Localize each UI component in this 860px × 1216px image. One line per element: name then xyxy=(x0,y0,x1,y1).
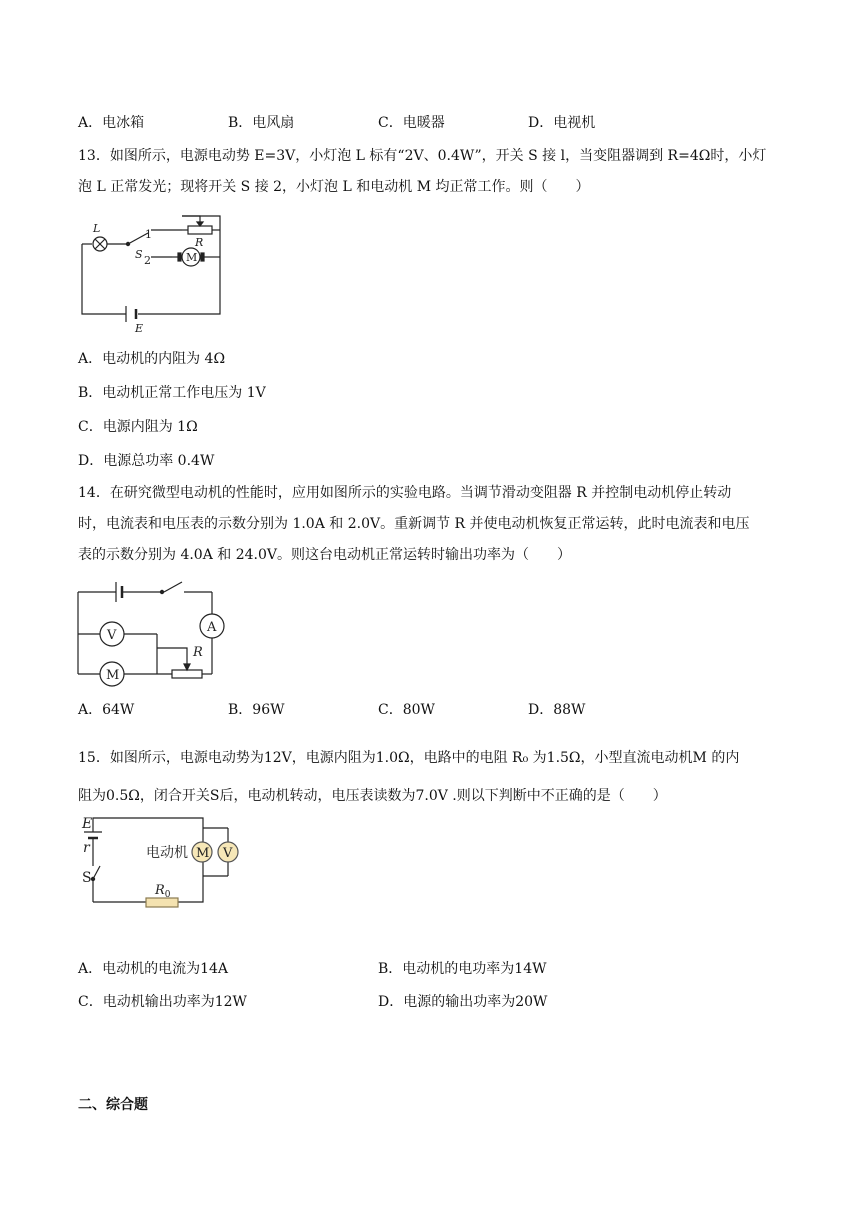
q15-label-e: E xyxy=(82,816,93,832)
q15-option-a: A．电动机的电流为14A xyxy=(78,961,229,977)
q13-stem xyxy=(78,141,786,203)
q13-stem-line-2: 泡 L 正常发光；现将开关 S 接 2，小灯泡 L 和电动机 M 均正常工作。则（ ） xyxy=(78,179,590,195)
q15-label-m: M xyxy=(196,846,210,861)
q13-label-2: 2 xyxy=(144,254,151,267)
q13-stem-line-1: 13．如图所示，电源电动势 E=3V，小灯泡 L 标有“2V、0.4W”，开关 S 接 l，当变阻器调到 R=4Ω时，小灯 xyxy=(78,148,767,164)
q13-label-e: E xyxy=(135,322,144,335)
q15-label-r: r xyxy=(83,840,90,856)
q14-label-m: M xyxy=(106,668,120,683)
q13-option-d: D．电源总功率 0.4W xyxy=(78,453,215,469)
q12-option-a: A．电冰箱 xyxy=(78,115,145,131)
q14-label-r: R xyxy=(193,645,203,660)
q13-option-b: B．电动机正常工作电压为 1V xyxy=(78,385,266,401)
resistor-icon xyxy=(146,898,178,907)
q15-stem-line-2: 阻为0.5Ω，闭合开关S后，电动机转动，电压表读数为7.0V .则以下判断中不正确的是（ ） xyxy=(78,788,667,804)
q13-label-1: 1 xyxy=(145,228,152,241)
q13-label-l: L xyxy=(93,222,101,235)
q15-stem-line-1: 15．如图所示，电源电动势为12V，电源内阻为1.0Ω，电路中的电阻 R₀ 为1.5Ω，小型直流电动机M 的内 xyxy=(78,750,740,766)
q15-option-d: D．电源的输出功率为20W xyxy=(378,994,548,1010)
q13-label-m: M xyxy=(186,251,198,264)
q15-circuit-diagram xyxy=(78,814,248,916)
q14-stem-line-1: 14．在研究微型电动机的性能时，应用如图所示的实验电路。当调节滑动变阻器 R 并控制电动机停止转动 xyxy=(78,485,732,501)
q14-option-b: B．96W xyxy=(228,702,285,718)
q14-option-c: C．80W xyxy=(378,702,435,718)
q14-circuit-diagram xyxy=(76,580,236,688)
q13-label-s: S xyxy=(135,248,143,261)
q15-label-s: S xyxy=(82,870,92,886)
q15-label-v: V xyxy=(223,846,233,861)
q13-option-c: C．电源内阻为 1Ω xyxy=(78,419,198,435)
section-heading: 二、综合题 xyxy=(78,1097,148,1113)
q15-label-motor: 电动机 xyxy=(146,845,188,861)
q14-option-a: A．64W xyxy=(78,702,135,718)
q15-option-c: C．电动机输出功率为12W xyxy=(78,994,247,1010)
q14-stem-line-3: 表的示数分别为 4.0A 和 24.0V。则这台电动机正常运转时输出功率为（ ） xyxy=(78,547,572,563)
q13-label-r: R xyxy=(195,236,204,249)
q15-label-r0: $R_0$ xyxy=(155,883,171,900)
q14-label-v: V xyxy=(107,628,117,643)
q12-option-d: D．电视机 xyxy=(528,115,596,131)
q14-stem xyxy=(78,478,786,571)
q14-option-d: D．88W xyxy=(528,702,586,718)
q13-circuit-diagram xyxy=(78,212,228,337)
q15-option-b: B．电动机的电功率为14W xyxy=(378,961,547,977)
q14-stem-line-2: 时，电流表和电压表的示数分别为 1.0A 和 2.0V。重新调节 R 并使电动机恢复正常运转，此时电流表和电压 xyxy=(78,516,750,532)
q14-options xyxy=(0,699,860,719)
q13-option-a: A．电动机的内阻为 4Ω xyxy=(78,351,226,367)
q12-option-c: C．电暖器 xyxy=(378,115,445,131)
q14-label-a: A xyxy=(207,620,217,635)
q12-options xyxy=(0,112,860,132)
q12-option-b: B．电风扇 xyxy=(228,115,295,131)
q15-stem xyxy=(78,739,786,815)
